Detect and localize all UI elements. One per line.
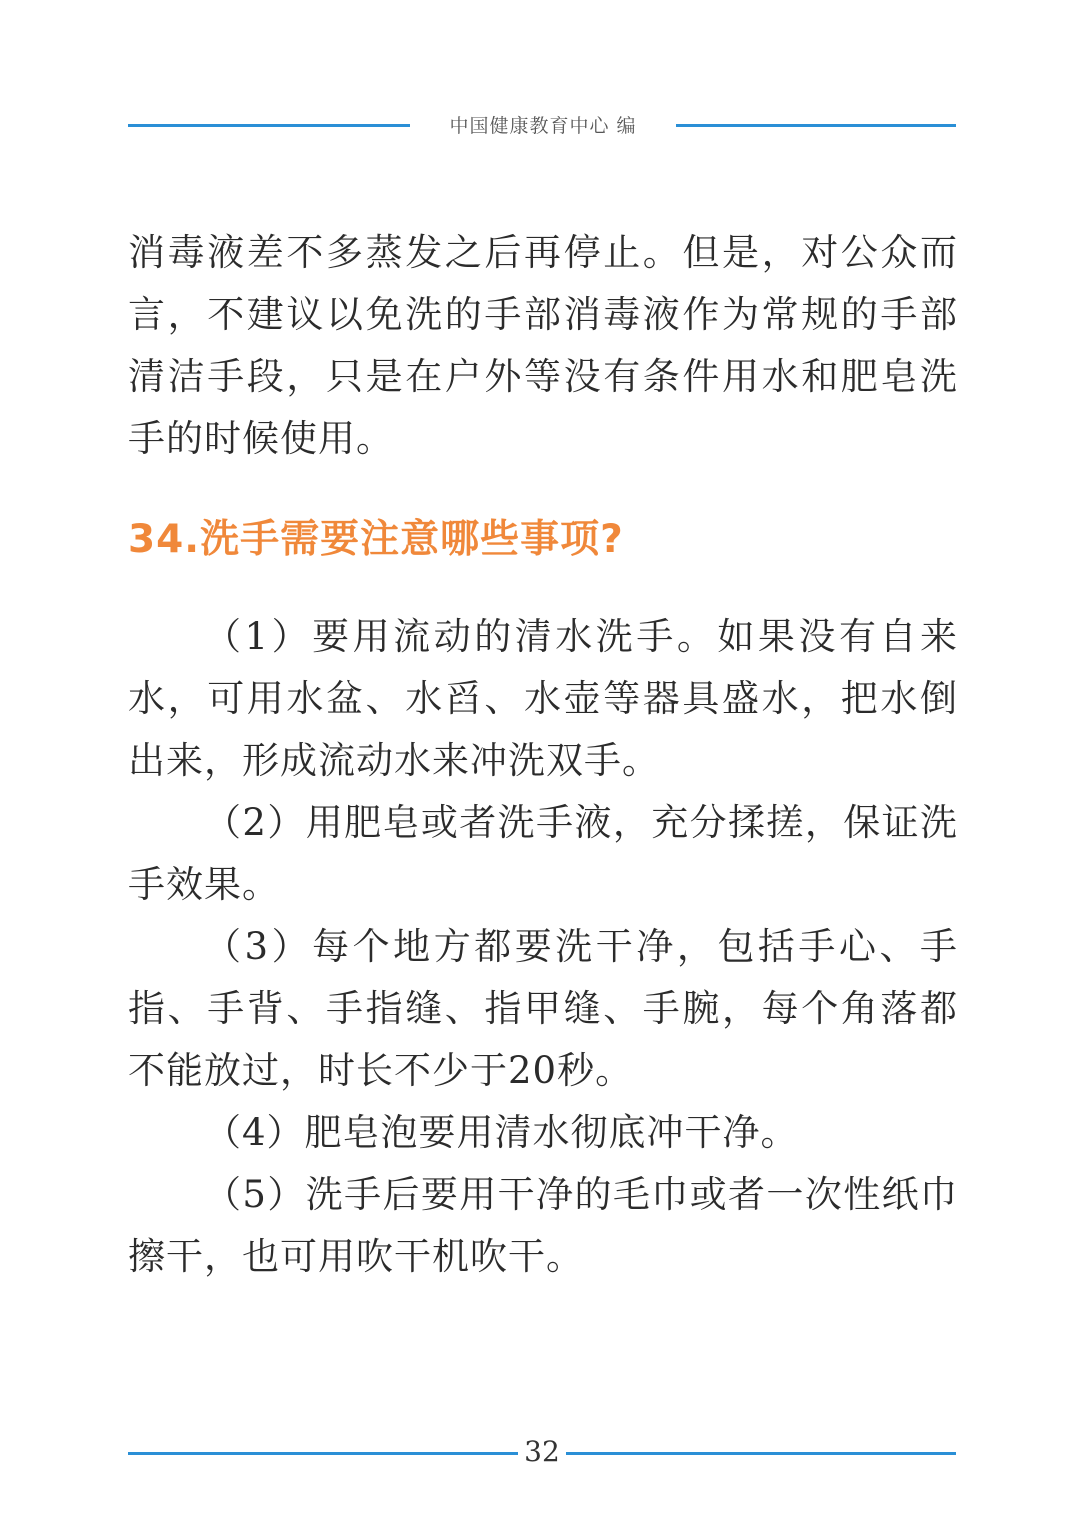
header-caption: 中国健康教育中心 编 (449, 115, 637, 137)
page-header (128, 108, 956, 144)
list-item: （5）洗手后要用干净的毛巾或者一次性纸巾擦干，也可用吹干机吹干。 (128, 1173, 958, 1278)
list-item: （3）每个地方都要洗干净，包括手心、手指、手背、手指缝、指甲缝、手腕，每个角落都不能放过，时长不少于20秒。 (128, 925, 958, 1092)
header-rule-left (128, 124, 410, 127)
footer-rule-right (566, 1452, 956, 1455)
intro-paragraph: 消毒液差不多蒸发之后再停止。但是，对公众而言，不建议以免洗的手部消毒液作为常规的手部清洁手段，只是在户外等没有条件用水和肥皂洗手的时候使用。 (128, 231, 958, 460)
page-footer (128, 1432, 956, 1472)
page-content (128, 222, 958, 1288)
page-number: 32 (524, 1435, 560, 1468)
list-item: （4）肥皂泡要用清水彻底冲干净。 (204, 1111, 799, 1154)
section-heading: 34.洗手需要注意哪些事项? (128, 517, 624, 562)
footer-rule-left (128, 1452, 518, 1455)
list-item: （2）用肥皂或者洗手液，充分揉搓，保证洗手效果。 (128, 801, 958, 906)
header-rule-right (676, 124, 956, 127)
list-item: （1）要用流动的清水洗手。如果没有自来水，可用水盆、水舀、水壶等器具盛水，把水倒出来，形成流动水来冲洗双手。 (128, 615, 958, 782)
